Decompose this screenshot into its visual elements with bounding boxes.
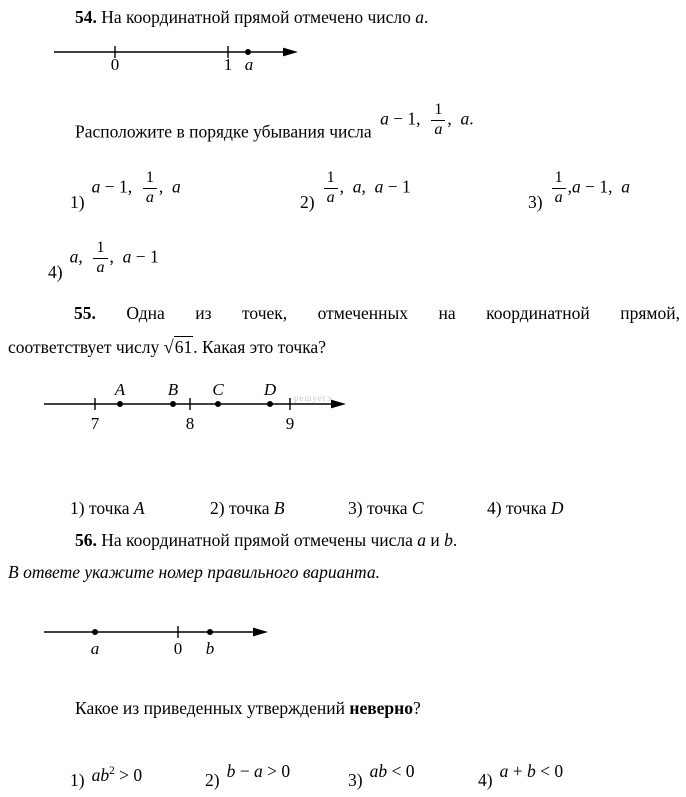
point-C-label: C <box>212 382 224 399</box>
option-number: 2) <box>300 192 315 212</box>
option-number: 4) <box>478 770 493 790</box>
number-line-56 <box>42 614 282 662</box>
problem-54-task <box>75 101 474 152</box>
answer-option-54-1 <box>70 170 181 213</box>
problem-55-statement-line2: соответствует числу √61. Какая это точка? <box>8 337 326 357</box>
number-line-55 <box>42 382 354 434</box>
point-C-dot <box>215 401 221 407</box>
answer-option-56-1 <box>70 760 142 791</box>
tick-7-label: 7 <box>90 414 100 433</box>
option-expression: a + b < 0 <box>499 761 564 781</box>
option-expression: ab < 0 <box>369 761 415 781</box>
point-a-dot <box>92 629 98 635</box>
tick-one-label: 1 <box>223 55 233 74</box>
point-D-dot <box>267 401 273 407</box>
point-b-label: b <box>205 639 215 658</box>
task-expression: a − 1, $\frac{1}{a}$ , a. <box>380 101 474 138</box>
task-text: Расположите в порядке убывания числа <box>75 121 372 142</box>
answer-option-54-4 <box>48 240 159 283</box>
tick-8-label: 8 <box>185 414 195 433</box>
point-a-label: a <box>244 55 254 74</box>
problem-56-note: В ответе укажите номер правильного варианта. <box>8 562 380 582</box>
option-expression: b − a > 0 <box>226 761 291 781</box>
answer-option-55-3: 3) точка C <box>348 498 424 518</box>
point-a-label: a <box>90 639 100 658</box>
option-expression: a, $\frac{1}{a}$ , a − 1 <box>69 239 159 276</box>
option-expression: $ab^2 > 0$ <box>91 764 143 785</box>
tick-zero-label: 0 <box>173 639 183 658</box>
problem-56-statement: 56. На координатной прямой отмечены числа a и b. <box>75 530 458 550</box>
point-D-label: D <box>263 382 277 399</box>
option-number: 1) <box>70 770 85 790</box>
problem-55-statement-line1: 55. Одна из точек, отмеченных на координатной прямой, <box>74 303 680 323</box>
answer-option-55-4: 4) точка D <box>487 498 564 518</box>
axis-arrow-icon <box>331 400 346 409</box>
problem-54-statement: 54. На координатной прямой отмечено число a. <box>75 7 429 27</box>
answer-option-56-4 <box>478 760 563 791</box>
problem-56-question: Какое из приведенных утверждений неверно? <box>75 698 421 718</box>
point-A-dot <box>117 401 123 407</box>
option-number: 3) <box>348 770 363 790</box>
option-expression: $\frac{1}{a}$ ,a − 1, a <box>550 170 630 207</box>
point-B-dot <box>170 401 176 407</box>
watermark-text: решуегэ <box>294 393 333 403</box>
answer-option-56-3 <box>348 760 414 791</box>
answer-option-56-2 <box>205 760 290 791</box>
axis-arrow-icon <box>253 628 268 637</box>
axis-arrow-icon <box>283 48 298 57</box>
answer-option-55-2: 2) точка B <box>210 498 285 518</box>
tick-zero-label: 0 <box>110 55 120 74</box>
answer-option-54-2 <box>300 170 411 213</box>
option-expression: $\frac{1}{a}$ , a, a − 1 <box>322 170 411 207</box>
point-B-label: B <box>167 382 179 399</box>
option-expression: a − 1, $\frac{1}{a}$ , a <box>91 169 181 206</box>
option-number: 1) <box>70 192 85 212</box>
answer-option-54-3 <box>528 170 630 213</box>
option-number: 3) <box>528 192 543 212</box>
point-A-label: A <box>114 382 126 399</box>
number-line-54 <box>52 38 304 114</box>
option-number: 4) <box>48 262 63 282</box>
option-number: 2) <box>205 770 220 790</box>
tick-9-label: 9 <box>285 414 295 433</box>
answer-option-55-1: 1) точка A <box>70 498 145 518</box>
point-b-dot <box>207 629 213 635</box>
